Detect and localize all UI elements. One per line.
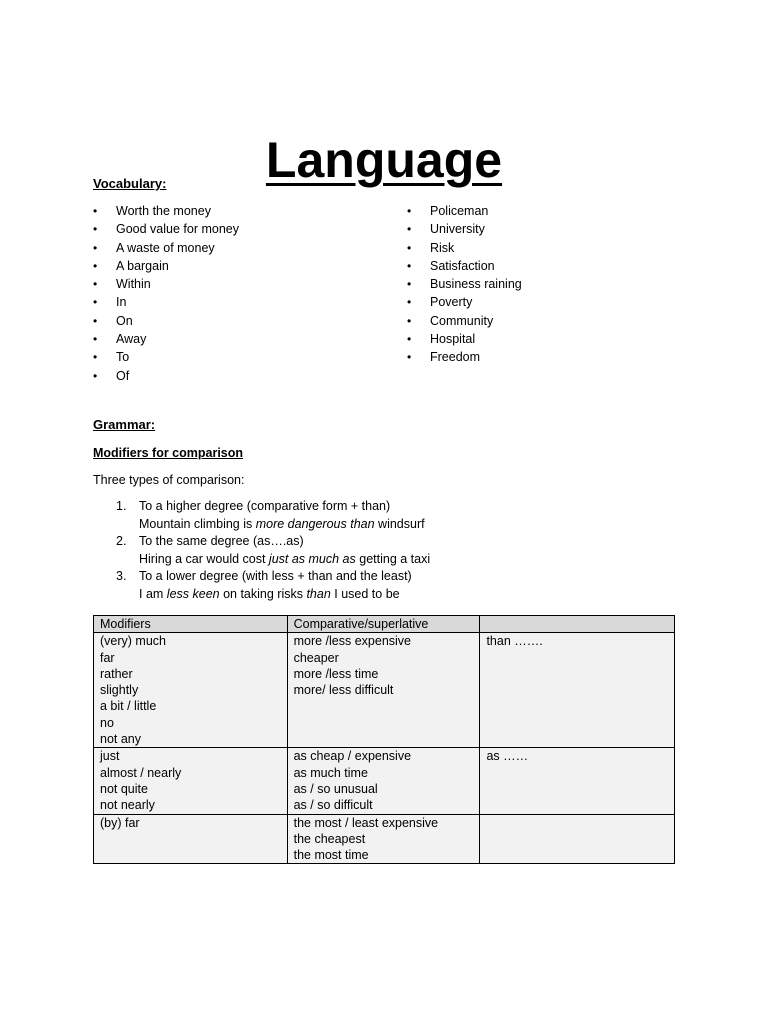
bullet-icon: • bbox=[407, 332, 412, 347]
bullet-icon: • bbox=[93, 295, 98, 310]
comparison-types-list bbox=[116, 498, 430, 603]
forms-cell: as cheap / expensive as much time as / so unusual as / so difficult bbox=[287, 748, 480, 814]
comparison-type-label: To a lower degree (with less + than and the least) bbox=[139, 569, 412, 583]
bullet-icon: • bbox=[407, 240, 412, 255]
comparison-example: Mountain climbing is more dangerous than windsurf bbox=[139, 516, 425, 531]
bullet-icon: • bbox=[93, 258, 98, 273]
bullet-icon: • bbox=[407, 350, 412, 365]
list-item: • Freedom bbox=[407, 348, 522, 366]
grammar-intro: Three types of comparison: bbox=[93, 473, 245, 487]
forms-cell: more /less expensive cheaper more /less time more/ less difficult bbox=[287, 633, 480, 748]
bullet-icon: • bbox=[93, 277, 98, 292]
bullet-icon: • bbox=[407, 222, 412, 237]
bullet-icon: • bbox=[407, 258, 412, 273]
list-item: • Community bbox=[407, 312, 522, 330]
list-item: • To bbox=[93, 348, 239, 366]
comparison-type-label: To the same degree (as….as) bbox=[139, 534, 304, 548]
bullet-icon: • bbox=[407, 295, 412, 310]
table-row bbox=[94, 633, 675, 748]
column-header-modifiers: Modifiers bbox=[94, 616, 288, 633]
comparison-example: Hiring a car would cost just as much as getting a taxi bbox=[139, 551, 431, 566]
vocabulary-list-right bbox=[407, 202, 522, 367]
table-row bbox=[94, 748, 675, 814]
list-item: 1. To a higher degree (comparative form + than) Mountain climbing is more dangerous than windsurf bbox=[116, 498, 430, 533]
list-item: • Poverty bbox=[407, 293, 522, 311]
list-item: • A waste of money bbox=[93, 239, 239, 257]
bullet-icon: • bbox=[93, 222, 98, 237]
vocabulary-heading: Vocabulary: bbox=[93, 176, 167, 191]
list-item: • Worth the money bbox=[93, 202, 239, 220]
list-item: • Good value for money bbox=[93, 220, 239, 238]
bullet-icon: • bbox=[407, 313, 412, 328]
column-header-tail bbox=[480, 616, 675, 633]
comparison-example: I am less keen on taking risks than I used to be bbox=[139, 586, 400, 601]
list-item: • In bbox=[93, 293, 239, 311]
bullet-icon: • bbox=[93, 240, 98, 255]
list-item: • Within bbox=[93, 275, 239, 293]
modifiers-table bbox=[93, 615, 675, 864]
grammar-heading: Grammar: bbox=[93, 417, 156, 432]
column-header-forms: Comparative/superlative bbox=[287, 616, 480, 633]
list-item: • On bbox=[93, 312, 239, 330]
bullet-icon: • bbox=[93, 350, 98, 365]
grammar-subheading: Modifiers for comparison bbox=[93, 446, 244, 460]
list-item: • Business raining bbox=[407, 275, 522, 293]
list-item: • Satisfaction bbox=[407, 257, 522, 275]
modifiers-cell: (by) far bbox=[94, 814, 288, 864]
list-item: • University bbox=[407, 220, 522, 238]
bullet-icon: • bbox=[93, 332, 98, 347]
list-item: 2. To the same degree (as….as) Hiring a car would cost just as much as getting a taxi bbox=[116, 533, 430, 568]
list-item: 3. To a lower degree (with less + than and the least) I am less keen on taking risks than I used to be bbox=[116, 568, 430, 603]
table-header-row bbox=[94, 616, 675, 633]
bullet-icon: • bbox=[407, 277, 412, 292]
list-item: • A bargain bbox=[93, 257, 239, 275]
tail-cell bbox=[480, 814, 675, 864]
modifiers-cell: (very) much far rather slightly a bit / little no not any bbox=[94, 633, 288, 748]
page-title: Language bbox=[265, 131, 503, 188]
table-row bbox=[94, 814, 675, 864]
bullet-icon: • bbox=[93, 368, 98, 383]
vocabulary-list-left bbox=[93, 202, 239, 385]
forms-cell: the most / least expensive the cheapest the most time bbox=[287, 814, 480, 864]
bullet-icon: • bbox=[407, 204, 412, 218]
list-item: • Policeman bbox=[407, 202, 522, 220]
tail-cell: than ……. bbox=[480, 633, 675, 748]
list-item: • Of bbox=[93, 367, 239, 385]
list-item: • Hospital bbox=[407, 330, 522, 348]
list-item: • Away bbox=[93, 330, 239, 348]
tail-cell: as …… bbox=[480, 748, 675, 814]
comparison-type-label: To a higher degree (comparative form + than) bbox=[139, 499, 391, 513]
list-item: • Risk bbox=[407, 239, 522, 257]
modifiers-cell: just almost / nearly not quite not nearly bbox=[94, 748, 288, 814]
bullet-icon: • bbox=[93, 313, 98, 328]
bullet-icon: • bbox=[93, 204, 98, 218]
